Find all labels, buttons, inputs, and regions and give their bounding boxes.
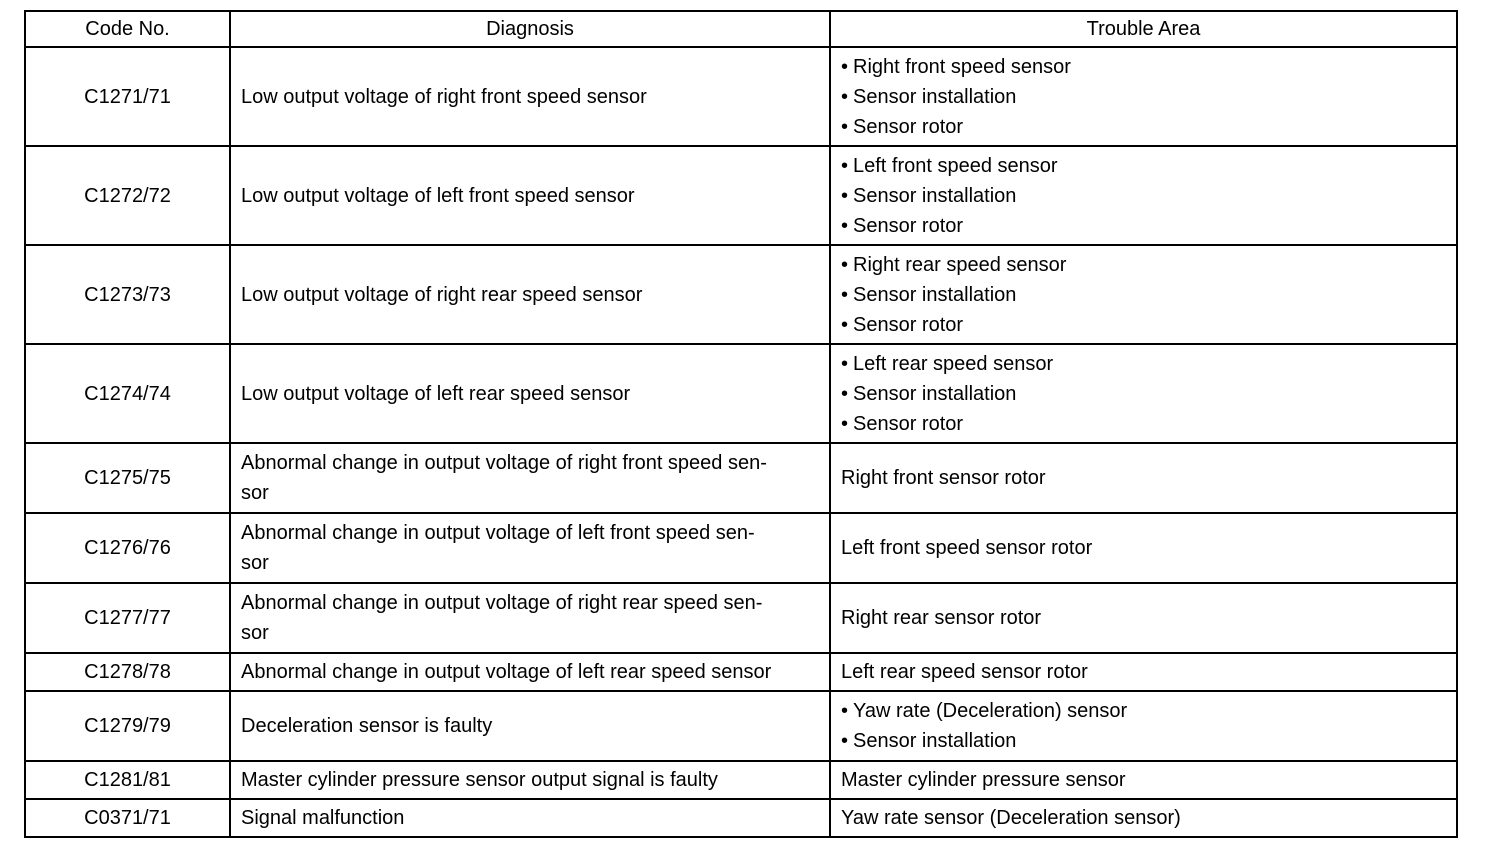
list-item-text: Sensor installation: [853, 283, 1017, 306]
trouble-area-list: [841, 151, 1446, 241]
bullet-mark: •: [841, 184, 849, 207]
list-item: [841, 112, 1446, 142]
header-row: [25, 11, 1457, 47]
trouble-area-cell: Right rear sensor rotor: [830, 583, 1457, 653]
bullet-mark: •: [841, 700, 849, 722]
list-item: [841, 379, 1446, 409]
code-cell: C1277/77: [25, 583, 230, 653]
code-cell: C1276/76: [25, 513, 230, 583]
diagnosis-line: Abnormal change in output voltage of right rear speed sen-: [241, 592, 763, 614]
trouble-area-list: [841, 250, 1446, 340]
table-row: [25, 245, 1457, 344]
list-item: [841, 211, 1446, 241]
diagnosis-cell: [230, 583, 830, 653]
bullet-mark: •: [841, 214, 849, 237]
list-item-text: Sensor installation: [853, 382, 1017, 405]
list-item: [841, 52, 1446, 82]
trouble-area-cell: Left rear speed sensor rotor: [830, 653, 1457, 691]
bullet-mark: •: [841, 412, 849, 435]
trouble-area-list: [841, 696, 1446, 756]
dtc-sheet: [24, 10, 1456, 838]
table-row: [25, 691, 1457, 761]
list-item-text: Left rear speed sensor: [853, 352, 1054, 375]
trouble-area-cell: [830, 47, 1457, 146]
diagnosis-line: sor: [241, 482, 269, 504]
header-diagnosis: Diagnosis: [230, 11, 830, 47]
list-item-text: Sensor rotor: [853, 313, 964, 336]
list-item: [841, 82, 1446, 112]
list-item-text: Sensor installation: [853, 730, 1017, 752]
table-row: [25, 583, 1457, 653]
trouble-area-cell: [830, 691, 1457, 761]
trouble-area-cell: Right front sensor rotor: [830, 443, 1457, 513]
list-item: [841, 726, 1446, 756]
list-item-text: Sensor installation: [853, 184, 1017, 207]
diagnosis-cell: [230, 513, 830, 583]
table-row: [25, 146, 1457, 245]
list-item: [841, 280, 1446, 310]
diagnosis-cell: Low output voltage of right front speed sensor: [230, 47, 830, 146]
code-cell: C1273/73: [25, 245, 230, 344]
diagnosis-cell: Low output voltage of right rear speed sensor: [230, 245, 830, 344]
bullet-mark: •: [841, 85, 849, 108]
diagnostic-trouble-code-table: [24, 10, 1458, 838]
list-item: [841, 151, 1446, 181]
diagnosis-cell: Master cylinder pressure sensor output signal is faulty: [230, 761, 830, 799]
list-item: [841, 310, 1446, 340]
bullet-mark: •: [841, 55, 849, 78]
code-cell: C1281/81: [25, 761, 230, 799]
diagnosis-line: Abnormal change in output voltage of right front speed sen-: [241, 452, 767, 474]
table-row: [25, 344, 1457, 443]
list-item-text: Sensor rotor: [853, 412, 964, 435]
list-item-text: Sensor rotor: [853, 214, 964, 237]
diagnosis-cell: Abnormal change in output voltage of left rear speed sensor: [230, 653, 830, 691]
table-row: [25, 47, 1457, 146]
list-item-text: Sensor rotor: [853, 115, 964, 138]
table-row: [25, 761, 1457, 799]
bullet-mark: •: [841, 382, 849, 405]
diagnosis-cell: [230, 443, 830, 513]
list-item-text: Left front speed sensor: [853, 154, 1058, 177]
bullet-mark: •: [841, 352, 849, 375]
table-row: [25, 799, 1457, 837]
diagnosis-line: sor: [241, 622, 269, 644]
list-item: [841, 181, 1446, 211]
trouble-area-cell: Left front speed sensor rotor: [830, 513, 1457, 583]
table-row: [25, 653, 1457, 691]
list-item: [841, 349, 1446, 379]
header-trouble-area: Trouble Area: [830, 11, 1457, 47]
code-cell: C1278/78: [25, 653, 230, 691]
code-cell: C1272/72: [25, 146, 230, 245]
trouble-area-cell: [830, 344, 1457, 443]
list-item-text: Right front speed sensor: [853, 55, 1071, 78]
table-row: [25, 513, 1457, 583]
list-item-text: Sensor installation: [853, 85, 1017, 108]
trouble-area-list: [841, 52, 1446, 142]
code-cell: C1279/79: [25, 691, 230, 761]
trouble-area-cell: Yaw rate sensor (Deceleration sensor): [830, 799, 1457, 837]
diagnosis-line: Abnormal change in output voltage of left front speed sen-: [241, 522, 755, 544]
list-item: [841, 696, 1446, 726]
bullet-mark: •: [841, 313, 849, 336]
diagnosis-cell: Signal malfunction: [230, 799, 830, 837]
list-item-text: Right rear speed sensor: [853, 253, 1067, 276]
trouble-area-cell: Master cylinder pressure sensor: [830, 761, 1457, 799]
trouble-area-list: [841, 349, 1446, 439]
bullet-mark: •: [841, 283, 849, 306]
diagnosis-cell: Low output voltage of left front speed sensor: [230, 146, 830, 245]
bullet-mark: •: [841, 253, 849, 276]
code-cell: C1274/74: [25, 344, 230, 443]
table-row: [25, 443, 1457, 513]
code-cell: C1275/75: [25, 443, 230, 513]
trouble-area-cell: [830, 245, 1457, 344]
diagnosis-line: sor: [241, 552, 269, 574]
header-code-no: Code No.: [25, 11, 230, 47]
bullet-mark: •: [841, 115, 849, 138]
list-item-text: Yaw rate (Deceleration) sensor: [853, 700, 1128, 722]
code-cell: C1271/71: [25, 47, 230, 146]
list-item: [841, 250, 1446, 280]
code-cell: C0371/71: [25, 799, 230, 837]
diagnosis-cell: Low output voltage of left rear speed sensor: [230, 344, 830, 443]
list-item: [841, 409, 1446, 439]
diagnosis-cell: Deceleration sensor is faulty: [230, 691, 830, 761]
trouble-area-cell: [830, 146, 1457, 245]
bullet-mark: •: [841, 730, 849, 752]
bullet-mark: •: [841, 154, 849, 177]
